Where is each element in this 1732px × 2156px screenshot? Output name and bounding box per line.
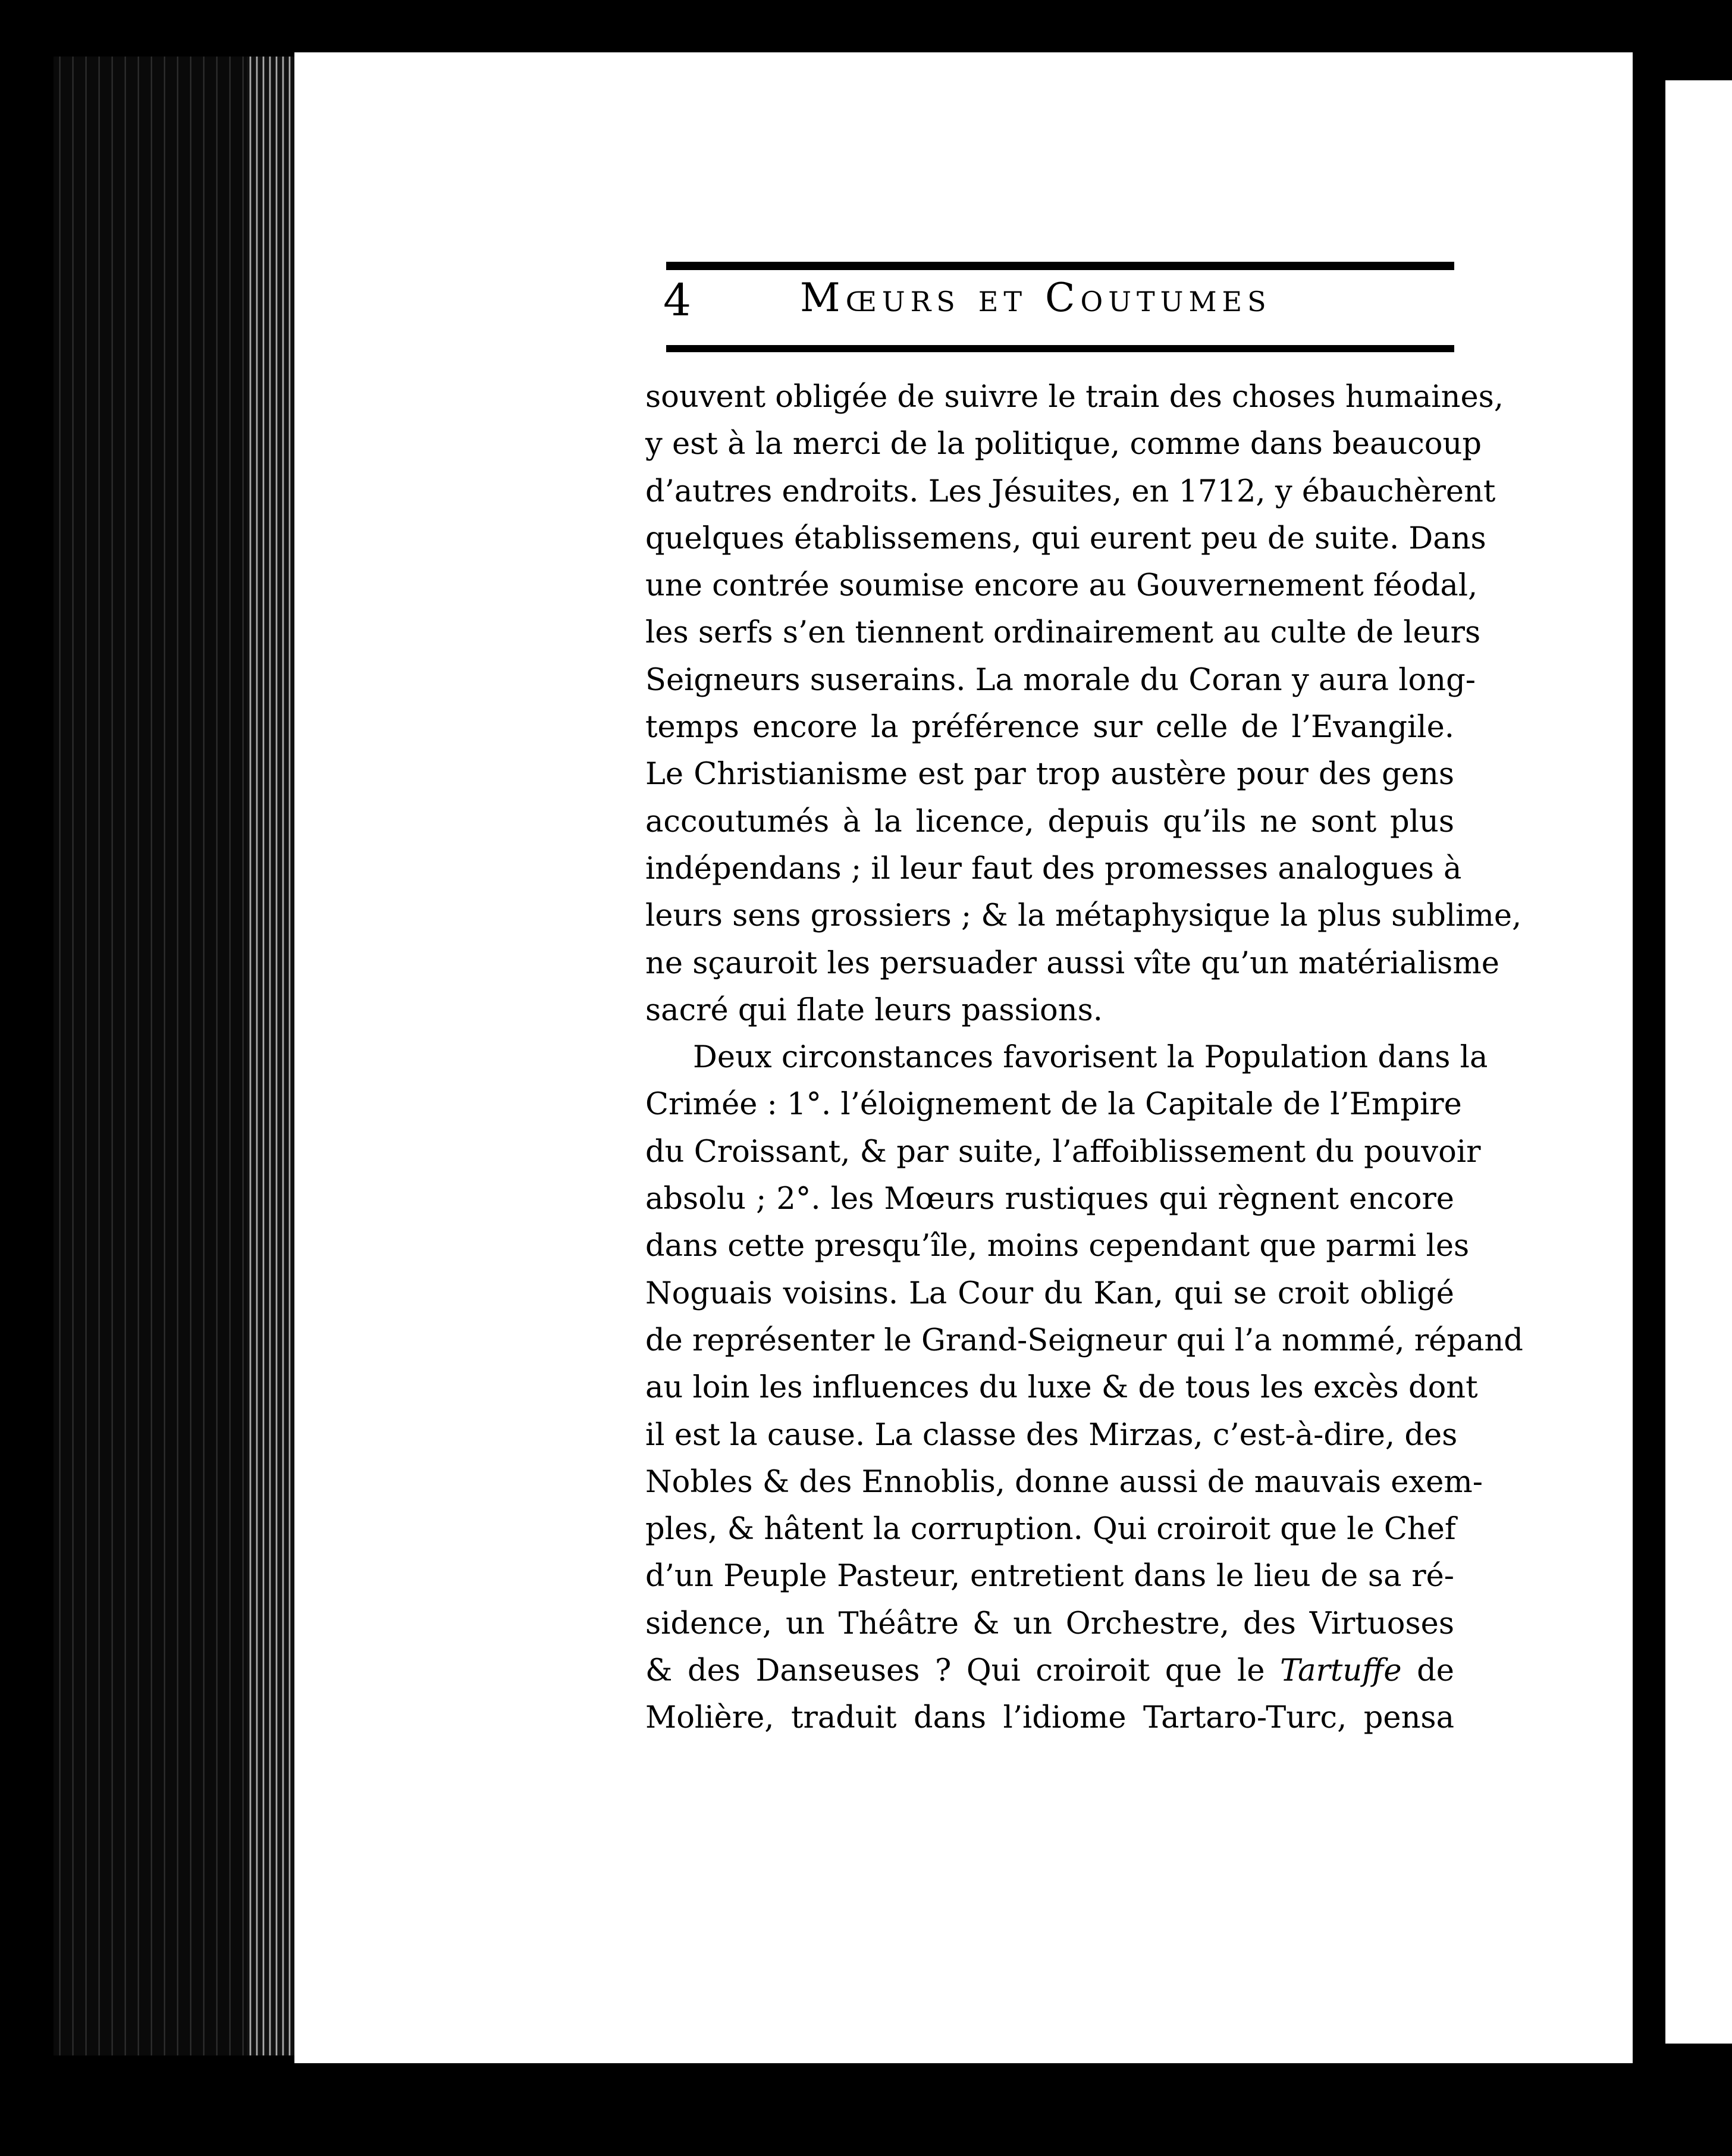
text-line: souvent obligée de suivre le train des choses humaines,	[645, 380, 1504, 415]
header-rule-top	[666, 262, 1454, 270]
italic-title: Tartuffe	[1280, 1653, 1402, 1689]
text-line: ne sçauroit les persuader aussi vîte qu’un matérialisme	[645, 945, 1499, 981]
text-line: d’autres endroits. Les Jésuites, en 1712, y ébauchèrent	[645, 474, 1496, 509]
text-line: Deux circonstances favorisent la Population dans la	[693, 1040, 1488, 1076]
text-line: sacré qui flate leurs passions.	[645, 992, 1103, 1028]
text-line: Seigneurs suserains. La morale du Coran y aura long-	[645, 662, 1476, 698]
text-line: du Croissant, & par suite, l’affoiblissement du pouvoir	[645, 1134, 1481, 1170]
text-line: ples, & hâtent la corruption. Qui croiroit que le Chef	[645, 1512, 1456, 1547]
text-line: quelques établissemens, qui eurent peu de suite. Dans	[645, 521, 1486, 556]
text-line: Molière, traduit dans l’idiome Tartaro-Turc, pensa	[645, 1700, 1454, 1736]
text-line: Crimée : 1°. l’éloignement de la Capitale de l’Empire	[645, 1087, 1462, 1123]
text-line: sidence, un Théâtre & un Orchestre, des Virtuoses	[645, 1606, 1454, 1641]
text-line: une contrée soumise encore au Gouvernement féodal,	[645, 568, 1478, 604]
text-line: Nobles & des Ennoblis, donne aussi de mauvais exem-	[645, 1464, 1483, 1500]
text-line: leurs sens grossiers ; & la métaphysique la plus sublime,	[645, 898, 1522, 934]
text-line: indépendans ; il leur faut des promesses analogues à	[645, 851, 1462, 886]
text-line: au loin les influences du luxe & de tous les excès dont	[645, 1370, 1478, 1406]
running-title: Mœurs et Coutumes	[800, 275, 1272, 321]
text-line: temps encore la préférence sur celle de l’Evangile.	[645, 710, 1454, 745]
header-rule-bottom	[666, 345, 1454, 352]
text-line: accoutumés à la licence, depuis qu’ils ne sont plus	[645, 804, 1454, 839]
text-line: il est la cause. La classe des Mirzas, c’est-à-dire, des	[645, 1417, 1458, 1453]
facing-page-edge	[1665, 80, 1732, 2044]
text-line: absolu ; 2°. les Mœurs rustiques qui règnent encore	[645, 1182, 1454, 1217]
text-line: Le Christianisme est par trop austère pour des gens	[645, 757, 1454, 792]
text-line: Noguais voisins. La Cour du Kan, qui se croit obligé	[645, 1276, 1454, 1311]
text-segment: de	[1417, 1653, 1454, 1689]
text-line: les serfs s’en tiennent ordinairement au culte de leurs	[645, 615, 1481, 651]
text-line-with-italic	[645, 1647, 1454, 1694]
text-line: y est à la merci de la politique, comme dans beaucoup	[645, 427, 1482, 462]
text-line: dans cette presqu’île, moins cependant que parmi les	[645, 1229, 1470, 1264]
text-segment: & des Danseuses ? Qui croiroit que le	[645, 1653, 1265, 1689]
text-line: d’un Peuple Pasteur, entretient dans le lieu de sa ré-	[645, 1559, 1454, 1594]
page-edges-light	[247, 57, 300, 2055]
running-head	[663, 262, 1454, 363]
text-line: de représenter le Grand-Seigneur qui l’a nommé, répand	[645, 1323, 1523, 1358]
body-text	[645, 374, 1523, 1742]
page-number: 4	[663, 275, 692, 326]
